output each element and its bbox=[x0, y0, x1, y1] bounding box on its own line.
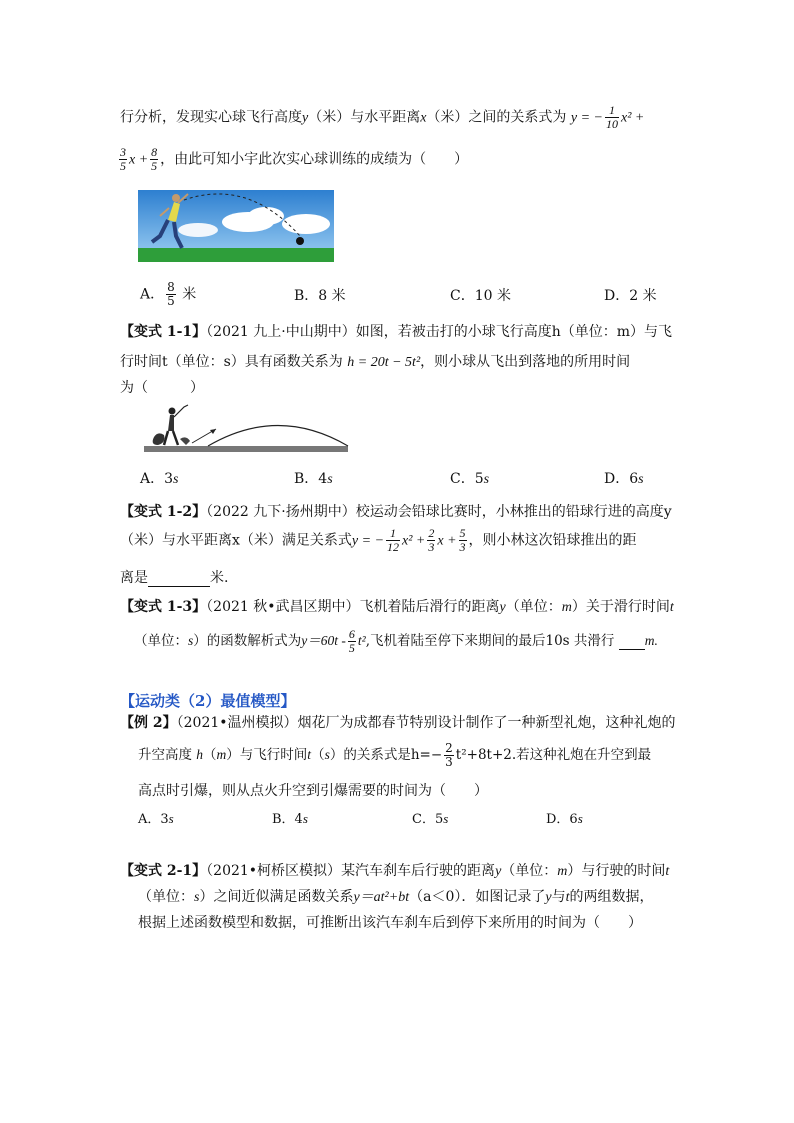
section-heading: 【运动类（2）最值模型】 bbox=[120, 692, 296, 710]
golf-trajectory-illustration bbox=[138, 403, 352, 457]
v11-line2: 行时间t（单位：s）具有函数关系为 h = 20t − 5t²，则小球从飞出到落地的所用时间 bbox=[120, 354, 631, 370]
v11-option-c: C．5s bbox=[450, 471, 490, 487]
v13-line1: 【变式 1-3】（2021 秋•武昌区期中）飞机着陆后滑行的距离y（单位：m）关于滑行时间t bbox=[120, 599, 674, 615]
ex2-line2: 升空高度 h（m）与飞行时间t（s）的关系式是h=− $\frac{2}{3}$ t²+8t+2.若这种礼炮在升空到最 bbox=[138, 741, 652, 769]
v12-line2: （米）与水平距离x（米）满足关系式y = − $\frac{1}{12}$ x² + $\frac{2}{3}$ x + $\frac{5}{3}$ ，则小林这次铅球推出的距 bbox=[120, 526, 637, 554]
v13-answer-blank[interactable] bbox=[619, 633, 645, 650]
q0-option-d: D．2 米 bbox=[604, 288, 657, 304]
golfer-figure bbox=[153, 405, 190, 445]
v11-line1: 【变式 1-1】（2021 九上·中山期中）如图，若被击打的小球飞行高度h（单位：m）与飞 bbox=[120, 324, 672, 340]
v21-line1: 【变式 2-1】（2021•柯桥区模拟）某汽车刹车后行驶的距离y（单位：m）与行驶的时间t bbox=[120, 863, 670, 879]
q0-option-c: C．10 米 bbox=[450, 288, 511, 304]
v21-line2: （单位：s）之间近似满足函数关系y＝at²+bt（a＜0）．如图记录了y与t的两组数据， bbox=[138, 889, 654, 905]
v11-option-b: B．4s bbox=[294, 471, 333, 487]
v11-line3: 为（ ） bbox=[120, 380, 204, 396]
v12-line3: 离是 米. bbox=[120, 570, 229, 586]
q0-frac1: $\frac{1}{10}$ bbox=[606, 103, 618, 131]
ex2-option-c: C．5s bbox=[412, 811, 449, 827]
q0-line2: $\frac{3}{5}$ x + $\frac{8}{5}$ ，由此可知小宇此次实心球训练的成绩为（ ） bbox=[120, 145, 469, 173]
v21-line3: 根据上述函数模型和数据，可推断出该汽车刹车后到停下来所用的时间为（ ） bbox=[138, 915, 642, 931]
ex2-option-d: D．6s bbox=[546, 811, 583, 827]
shot-put-illustration bbox=[138, 190, 334, 262]
v11-option-a: A．3s bbox=[140, 471, 179, 487]
q0-option-a: A． $\frac{8}{5}$ 米 bbox=[140, 280, 197, 308]
v12-answer-blank[interactable] bbox=[148, 570, 210, 587]
v13-line2: （单位：s）的函数解析式为y＝60t - $\frac{6}{5}$ t²,飞机着陆至停下来期间的最后10s 共滑行 m. bbox=[134, 627, 658, 655]
q0-option-b: B．8 米 bbox=[294, 288, 346, 304]
v12-line1: 【变式 1-2】（2022 九下·扬州期中）校运动会铅球比赛时，小林推出的铅球行进的高度y bbox=[120, 504, 672, 520]
q0-line1: 行分析，发现实心球飞行高度y（米）与水平距离x（米）之间的关系式为 y = − $\frac{1}{10}$ x² + bbox=[120, 103, 645, 131]
ex2-line1: 【例 2】（2021•温州模拟）烟花厂为成都春节特别设计制作了一种新型礼炮，这种礼炮的 bbox=[120, 715, 676, 731]
ex2-line3: 高点时引爆，则从点火升空到引爆需要的时间为（ ） bbox=[138, 783, 488, 799]
ex2-option-b: B．4s bbox=[272, 811, 308, 827]
v11-option-d: D．6s bbox=[604, 471, 644, 487]
ex2-option-a: A．3s bbox=[138, 811, 174, 827]
